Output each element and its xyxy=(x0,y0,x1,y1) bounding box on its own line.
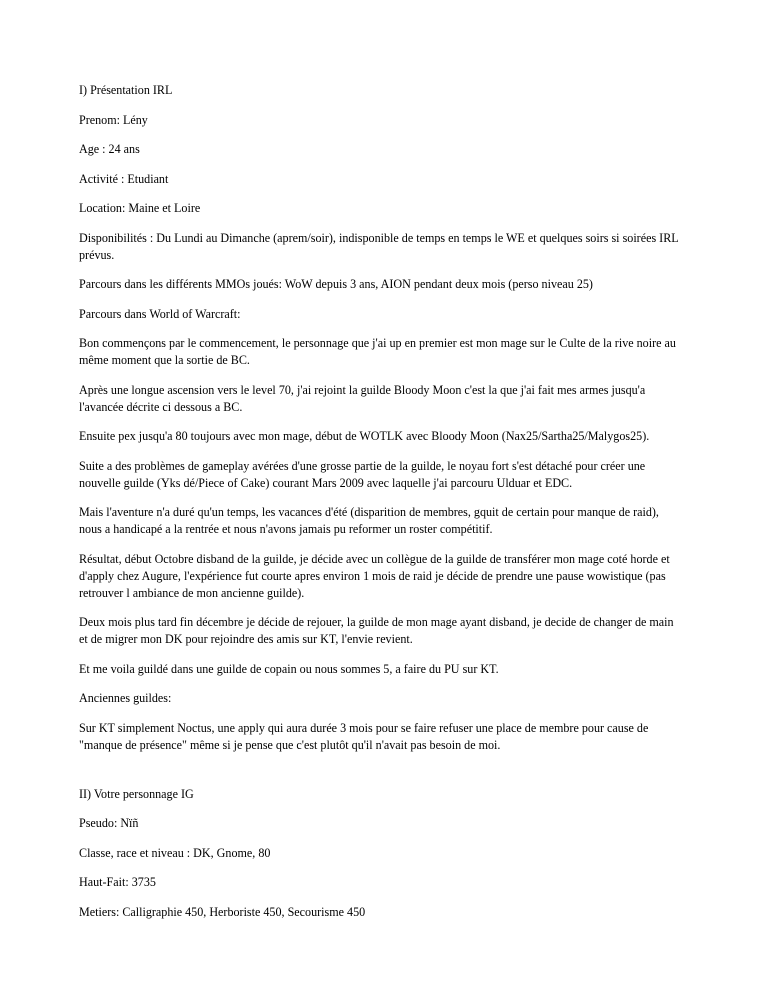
parcours-wow-label: Parcours dans World of Warcraft: xyxy=(79,306,241,321)
age-line: Age : 24 ans xyxy=(79,142,140,156)
anciennes-guildes-text: Sur KT simplement Noctus, une apply qui aura durée 3 mois pour se faire refuser une place de membre pour cause de "manque de présence" même si je pense que c'est plutôt qu'il n'avait pas besoin de moi. xyxy=(79,720,649,752)
document-body xyxy=(79,82,679,933)
paragraph: Après une longue ascension vers le level 70, j'ai rejoint la guilde Bloody Moon c'est la que j'ai fait mes armes jusqu'a l'avancée décrite ci dessous a BC. xyxy=(79,382,646,414)
location-line: Location: Maine et Loire xyxy=(79,201,201,215)
parcours-mmos-line: Parcours dans les différents MMOs joués: WoW depuis 3 ans, AION pendant deux mois (perso niveau 25) xyxy=(79,277,593,291)
paragraph: Mais l'aventure n'a duré qu'un temps, les vacances d'été (disparition de membres, gquit de certain pour manque de raid), nous a handicapé a la rentrée et nous n'avons jamais pu reformer un roster compétitif. xyxy=(79,505,659,536)
paragraph: Bon commençons par le commencement, le personnage que j'ai up en premier est mon mage sur le Culte de la rive noire au même moment que la sortie de BC. xyxy=(79,336,676,367)
classe-line: Classe, race et niveau : DK, Gnome, 80 xyxy=(79,845,271,860)
paragraph: Deux mois plus tard fin décembre je décide de rejouer, la guilde de mon mage ayant disband, je decide de changer de main et de migrer mon DK pour rejoindre des amis sur KT, l'envie revient. xyxy=(79,615,674,646)
activite-line: Activité : Etudiant xyxy=(79,171,169,186)
paragraph: Ensuite pex jusqu'a 80 toujours avec mon mage, début de WOTLK avec Bloody Moon (Nax25/Sartha25/Malygos25). xyxy=(79,429,650,443)
paragraph: Et me voila guildé dans une guilde de copain ou nous sommes 5, a faire du PU sur KT. xyxy=(79,661,499,676)
paragraph: Résultat, début Octobre disband de la guilde, je décide avec un collègue de la guilde de transférer mon mage coté horde et d'apply chez Augure, l'expérience fut courte apres environ 1 mois de raid je décide de prendre une pause wowistique (pas retrouver l ambiance de mon ancienne guilde). xyxy=(79,551,670,600)
section-heading-ig: II) Votre personnage IG xyxy=(79,786,194,801)
anciennes-guildes-label: Anciennes guildes: xyxy=(79,691,172,705)
disponibilites-line: Disponibilités : Du Lundi au Dimanche (aprem/soir), indisponible de temps en temps le WE et quelques soirs si soirées IRL prévus. xyxy=(79,230,679,262)
pseudo-line: Pseudo: Nïñ xyxy=(79,816,139,830)
prenom-line: Prenom: Lény xyxy=(79,112,148,127)
metiers-line: Metiers: Calligraphie 450, Herboriste 450, Secourisme 450 xyxy=(79,904,366,919)
haut-fait-line: Haut-Fait: 3735 xyxy=(79,875,156,889)
section-heading-irl: I) Présentation IRL xyxy=(79,83,173,97)
paragraph: Suite a des problèmes de gameplay avérées d'une grosse partie de la guilde, le noyau fort s'est détaché pour créer une nouvelle guilde (Yks dé/Piece of Cake) courant Mars 2009 avec laquelle j'ai parcouru Ulduar et EDC. xyxy=(79,458,646,490)
